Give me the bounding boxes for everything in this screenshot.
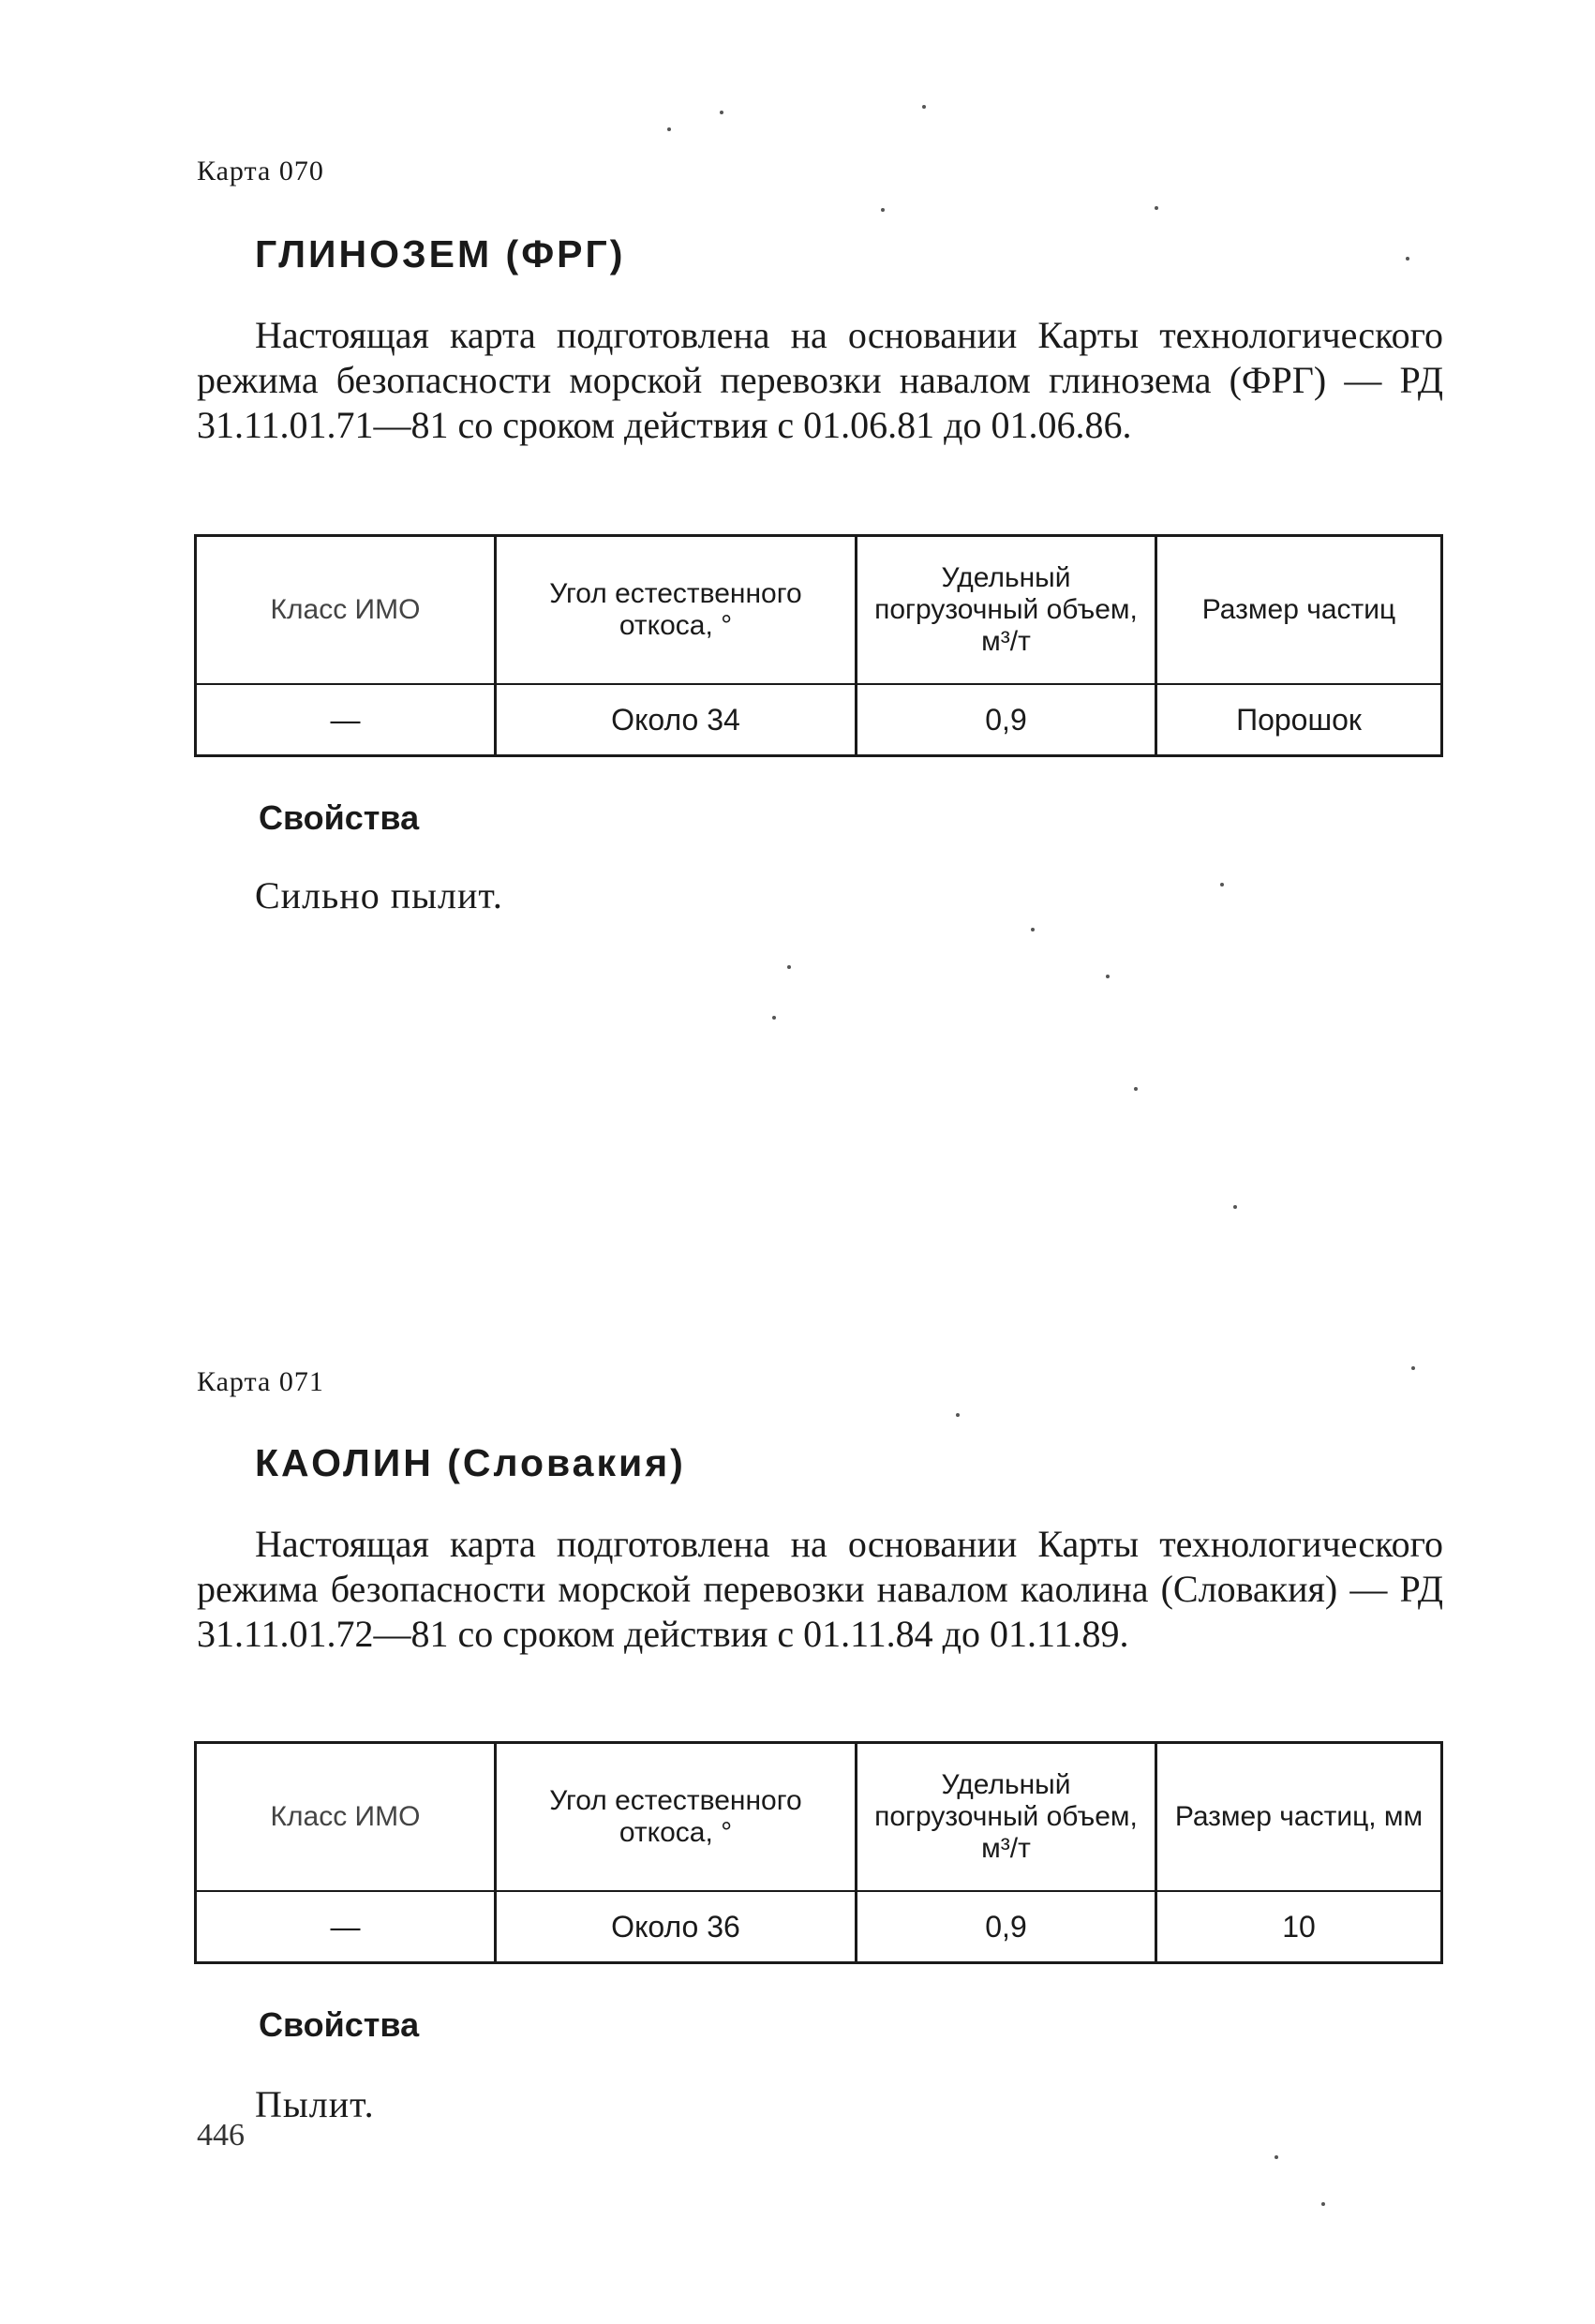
card-intro [197, 313, 1443, 448]
page-number: 446 [197, 2118, 245, 2153]
header-repose-angle: Угол естественного откоса, ° [496, 536, 857, 685]
card-number: Карта 071 [197, 1366, 324, 1397]
table-header-row [196, 1743, 1442, 1892]
properties-heading: Свойства [259, 2005, 420, 2044]
header-stowage-factor: Удельный погрузочный объем, м³/т [857, 536, 1156, 685]
card-intro-text: Настоящая карта подготовлена на основании Карты технологического режима безопасности морской перевозки навалом глинозема (ФРГ) — РД 31.11.01.71—81 со сроком действия с 01.06.81 до 01.06.86. [197, 314, 1443, 446]
header-repose-angle: Угол естественного откоса, ° [496, 1743, 857, 1892]
table-row [196, 684, 1442, 756]
cell-repose-angle: Около 34 [496, 684, 857, 756]
header-imo-class: Класс ИМО [196, 536, 496, 685]
header-particle-size: Размер частиц [1156, 536, 1442, 685]
cell-particle-size: 10 [1156, 1891, 1442, 1963]
card-title: КАОЛИН (Словакия) [255, 1441, 686, 1484]
header-imo-class: Класс ИМО [196, 1743, 496, 1892]
properties-heading: Свойства [259, 798, 420, 837]
cell-stowage-factor: 0,9 [857, 684, 1156, 756]
cell-particle-size: Порошок [1156, 684, 1442, 756]
card-intro [197, 1522, 1443, 1657]
cell-stowage-factor: 0,9 [857, 1891, 1156, 1963]
header-stowage-factor: Удельный погрузочный объем, м³/т [857, 1743, 1156, 1892]
properties-text: Пылит. [255, 2083, 375, 2125]
cell-imo-class: — [196, 1891, 496, 1963]
table-row [196, 1891, 1442, 1963]
properties-table [194, 1741, 1443, 1964]
properties-table [194, 534, 1443, 757]
cell-imo-class: — [196, 684, 496, 756]
properties-text: Сильно пылит. [255, 874, 503, 916]
cell-repose-angle: Около 36 [496, 1891, 857, 1963]
header-particle-size: Размер частиц, мм [1156, 1743, 1442, 1892]
card-intro-text: Настоящая карта подготовлена на основании Карты технологического режима безопасности морской перевозки навалом каолина (Словакия) — РД 31.11.01.72—81 со сроком действия с 01.11.84 до 01.11.89. [197, 1523, 1443, 1655]
table-header-row [196, 536, 1442, 685]
card-number: Карта 070 [197, 156, 324, 186]
card-title: ГЛИНОЗЕМ (ФРГ) [255, 232, 626, 276]
